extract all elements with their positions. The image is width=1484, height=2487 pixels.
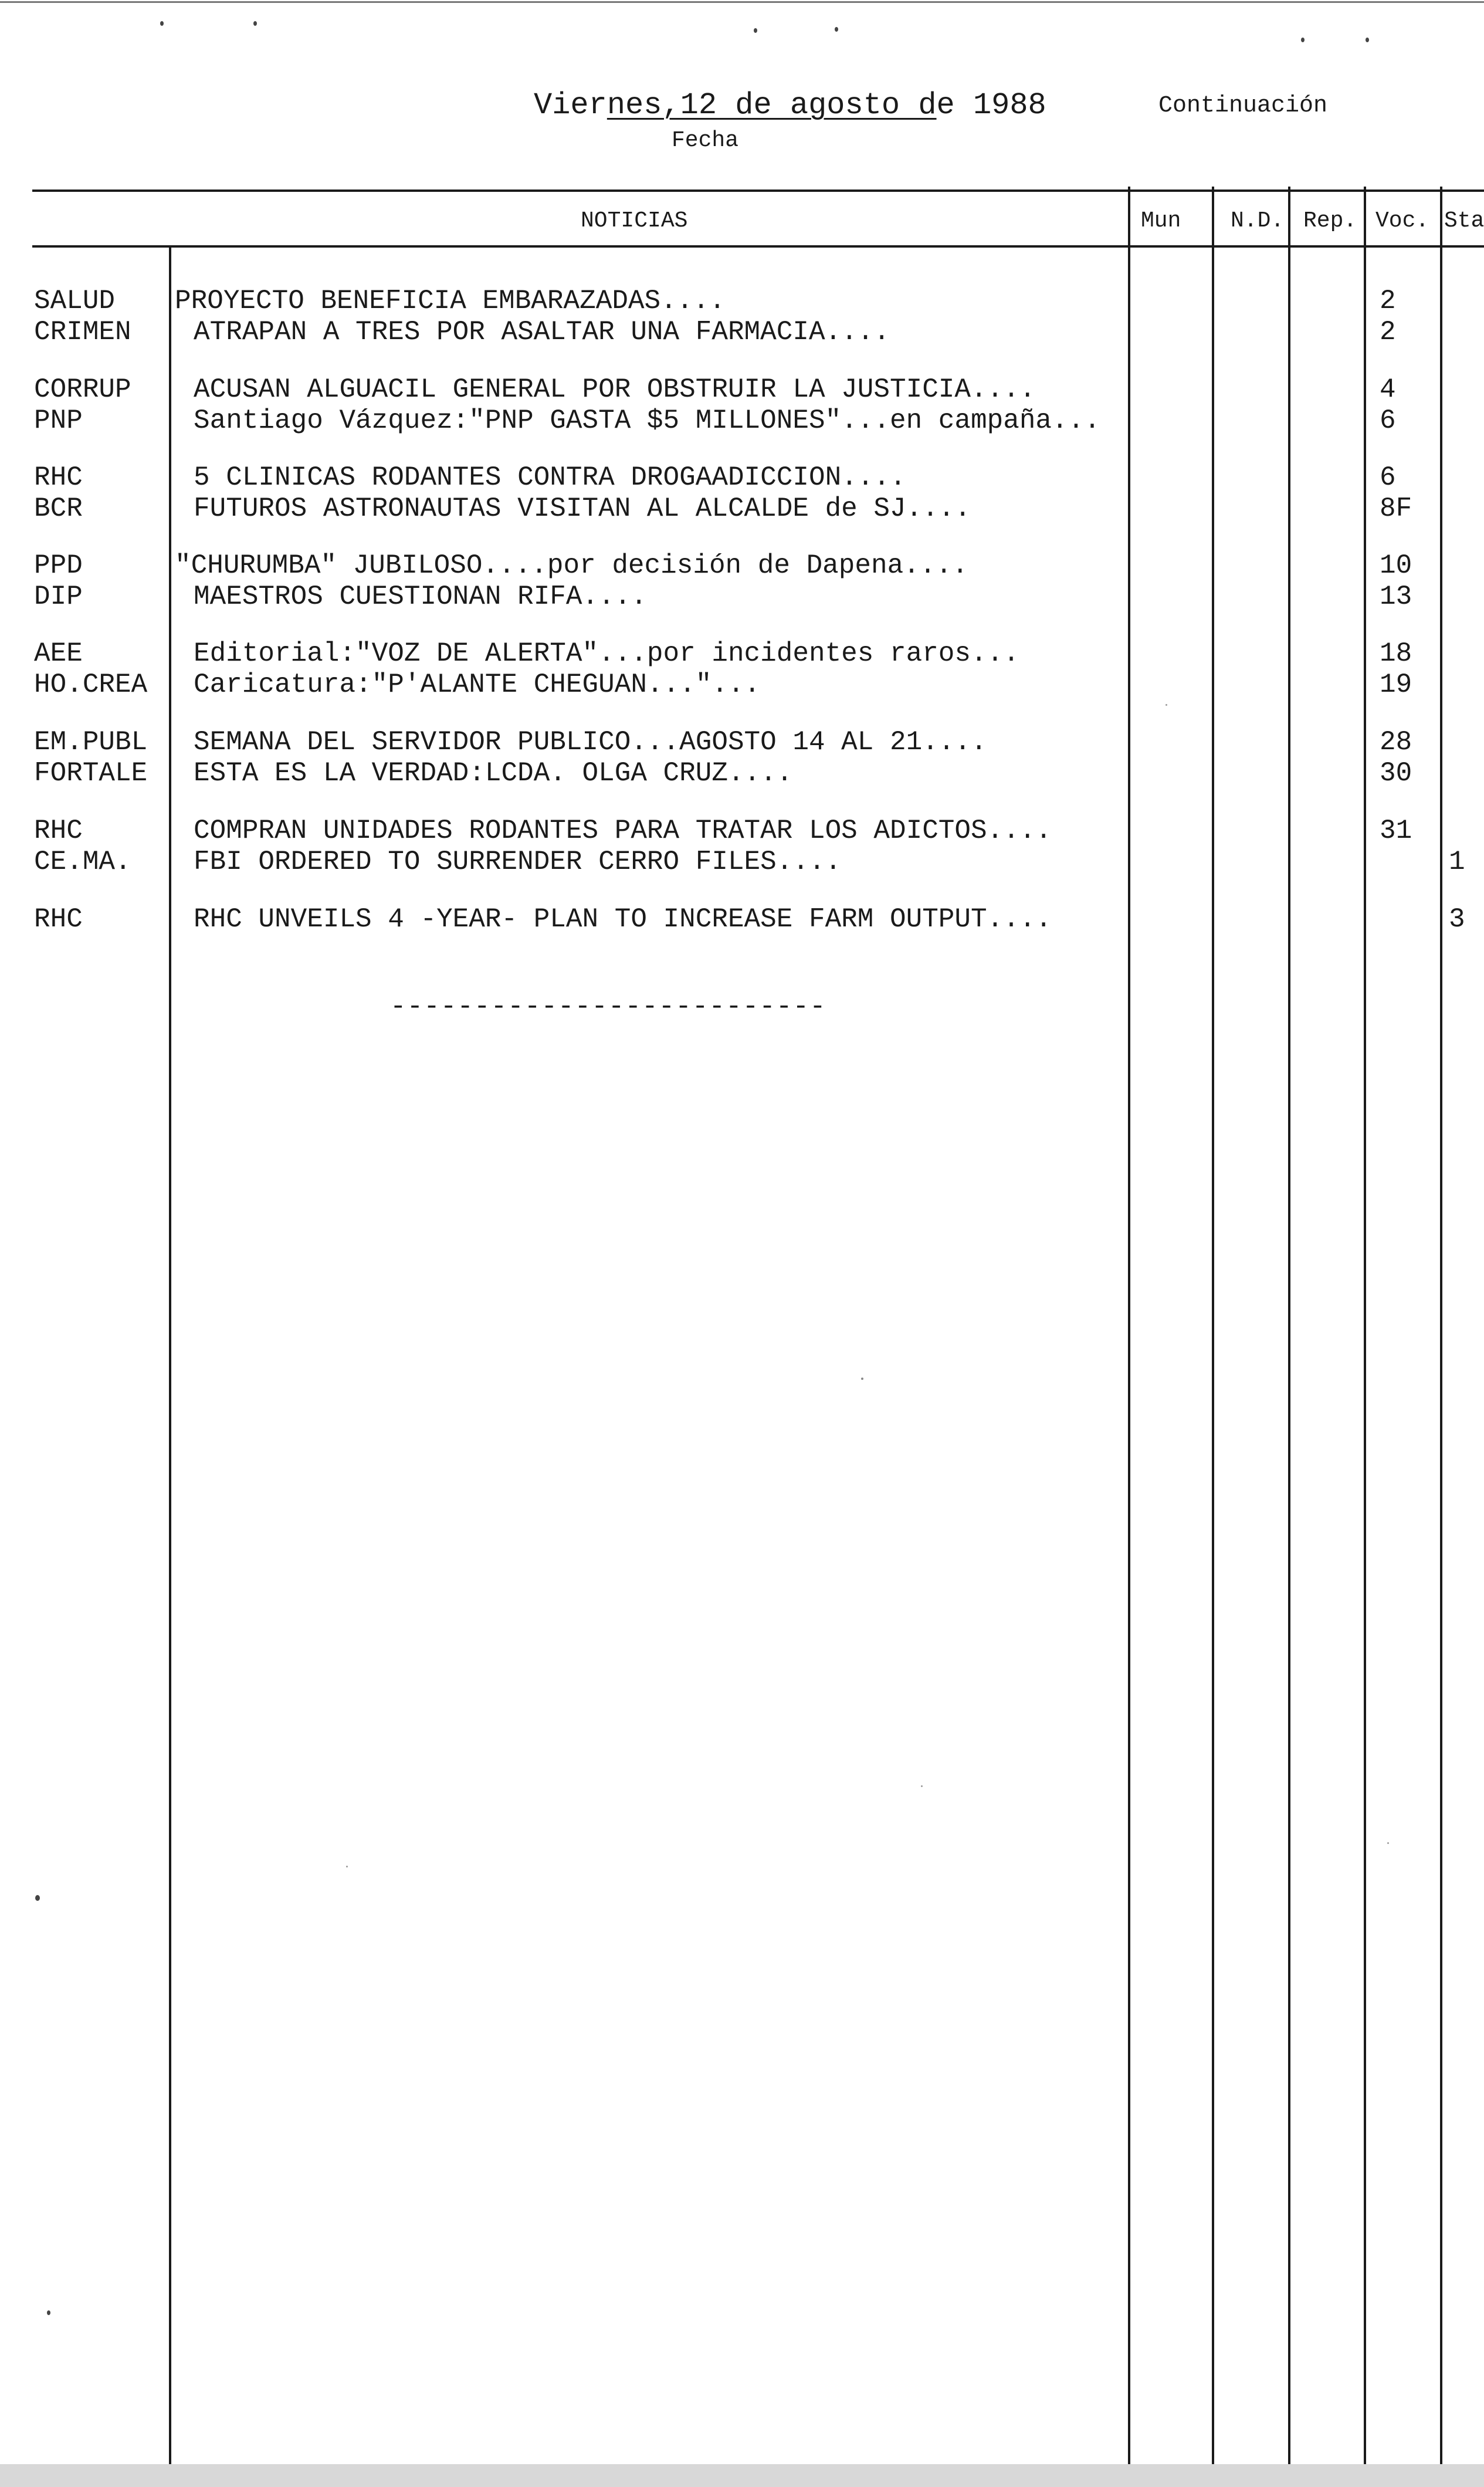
- scan-speck: [1366, 38, 1369, 42]
- row-category: SALUD: [34, 286, 116, 316]
- row-voc: 2: [1380, 317, 1396, 347]
- row-headline: Caricatura:"P'ALANTE CHEGUAN..."...: [194, 669, 761, 700]
- table-row: [0, 580, 1484, 613]
- column-header-mun: Mun: [1141, 208, 1181, 234]
- divider-mun: [1128, 187, 1130, 2464]
- divider-voc: [1364, 187, 1366, 2464]
- scan-speck: [1165, 704, 1167, 706]
- scan-speck: [346, 1866, 348, 1867]
- row-voc: 6: [1380, 405, 1396, 436]
- row-headline: RHC UNVEILS 4 -YEAR- PLAN TO INCREASE FARM OUTPUT....: [194, 904, 1052, 935]
- scan-speck: [253, 21, 257, 26]
- row-voc: 8F: [1380, 493, 1412, 524]
- row-headline: Editorial:"VOZ DE ALERTA"...por incidentes raros...: [194, 638, 1019, 669]
- row-headline: MAESTROS CUESTIONAN RIFA....: [194, 581, 647, 612]
- table-row: [0, 316, 1484, 348]
- table-row: [0, 757, 1484, 790]
- row-headline: SEMANA DEL SERVIDOR PUBLICO...AGOSTO 14 AL 21....: [194, 727, 987, 757]
- table-row: [0, 668, 1484, 701]
- row-category: PPD: [34, 550, 83, 581]
- row-headline: ACUSAN ALGUACIL GENERAL POR OBSTRUIR LA JUSTICIA....: [194, 374, 1036, 405]
- column-header-news: NOTICIAS: [581, 208, 688, 234]
- row-category: RHC: [34, 816, 83, 846]
- column-header-rep: Rep.: [1303, 208, 1357, 234]
- end-of-list-rule: --------------------------: [390, 992, 826, 1022]
- row-voc: 10: [1380, 550, 1412, 581]
- row-headline: "CHURUMBA" JUBILOSO....por decisión de Dapena....: [175, 550, 968, 581]
- scan-speck: [835, 27, 838, 32]
- row-headline: ATRAPAN A TRES POR ASALTAR UNA FARMACIA....: [194, 317, 890, 347]
- date-part-2: nes,12 de agosto d: [607, 88, 937, 123]
- page-bottom-edge: [0, 2464, 1484, 2487]
- row-voc: 6: [1380, 462, 1396, 493]
- row-voc: 18: [1380, 638, 1412, 669]
- row-category: FORTALE: [34, 758, 148, 789]
- scan-speck: [1301, 38, 1305, 42]
- column-header-voc: Voc.: [1375, 208, 1429, 234]
- scan-speck: [1387, 1842, 1389, 1844]
- row-voc: 13: [1380, 581, 1412, 612]
- table-row: [0, 404, 1484, 437]
- row-category: DIP: [34, 581, 83, 612]
- table-row: [0, 903, 1484, 936]
- table-top-rule: [32, 190, 1484, 192]
- row-category: PNP: [34, 405, 83, 436]
- table-row: [0, 845, 1484, 878]
- table-row: [0, 637, 1484, 670]
- column-header-nd: N.D.: [1231, 208, 1285, 234]
- row-category: CORRUP: [34, 374, 131, 405]
- table-row: [0, 726, 1484, 759]
- row-category: EM.PUBL: [34, 727, 148, 757]
- divider-rep: [1288, 187, 1290, 2464]
- row-category: AEE: [34, 638, 83, 669]
- date-label: Fecha: [672, 128, 739, 153]
- scan-speck: [160, 21, 164, 26]
- table-header-rule: [32, 245, 1484, 248]
- continuation-label: Continuación: [1158, 93, 1328, 119]
- row-sta: 3: [1449, 904, 1465, 935]
- scan-speck: [861, 1378, 863, 1380]
- scan-speck: [35, 1895, 40, 1901]
- row-voc: 4: [1380, 374, 1396, 405]
- row-voc: 2: [1380, 286, 1396, 316]
- scan-speck: [754, 28, 757, 33]
- page-top-edge: [0, 1, 1484, 3]
- row-category: BCR: [34, 493, 83, 524]
- row-category: RHC: [34, 462, 83, 493]
- table-row: [0, 814, 1484, 847]
- row-headline: PROYECTO BENEFICIA EMBARAZADAS....: [175, 286, 726, 316]
- row-headline: COMPRAN UNIDADES RODANTES PARA TRATAR LOS ADICTOS....: [194, 816, 1052, 846]
- row-headline: 5 CLINICAS RODANTES CONTRA DROGAADICCION....: [194, 462, 906, 493]
- row-voc: 19: [1380, 669, 1412, 700]
- scan-speck: [921, 1785, 923, 1787]
- row-headline: ESTA ES LA VERDAD:LCDA. OLGA CRUZ....: [194, 758, 793, 789]
- row-headline: Santiago Vázquez:"PNP GASTA $5 MILLONES"...en campaña...: [194, 405, 1100, 436]
- row-headline: FBI ORDERED TO SURRENDER CERRO FILES....: [194, 847, 842, 877]
- scan-speck: [47, 2310, 50, 2315]
- row-voc: 31: [1380, 816, 1412, 846]
- row-category: CE.MA.: [34, 847, 131, 877]
- row-headline: FUTUROS ASTRONAUTAS VISITAN AL ALCALDE de SJ....: [194, 493, 971, 524]
- table-row: [0, 549, 1484, 582]
- row-category: RHC: [34, 904, 83, 935]
- table-row: [0, 492, 1484, 525]
- table-row: [0, 285, 1484, 317]
- column-header-sta: Sta: [1444, 208, 1484, 234]
- table-row: [0, 461, 1484, 494]
- row-voc: 30: [1380, 758, 1412, 789]
- divider-sta: [1440, 187, 1442, 2464]
- table-row: [0, 373, 1484, 406]
- date-part-3: e 1988: [936, 88, 1046, 123]
- row-category: CRIMEN: [34, 317, 131, 347]
- report-date: [534, 88, 1046, 123]
- date-part-1: Vier: [534, 88, 607, 123]
- row-sta: 1: [1449, 847, 1465, 877]
- row-category: HO.CREA: [34, 669, 148, 700]
- row-voc: 28: [1380, 727, 1412, 757]
- divider-nd: [1212, 187, 1214, 2464]
